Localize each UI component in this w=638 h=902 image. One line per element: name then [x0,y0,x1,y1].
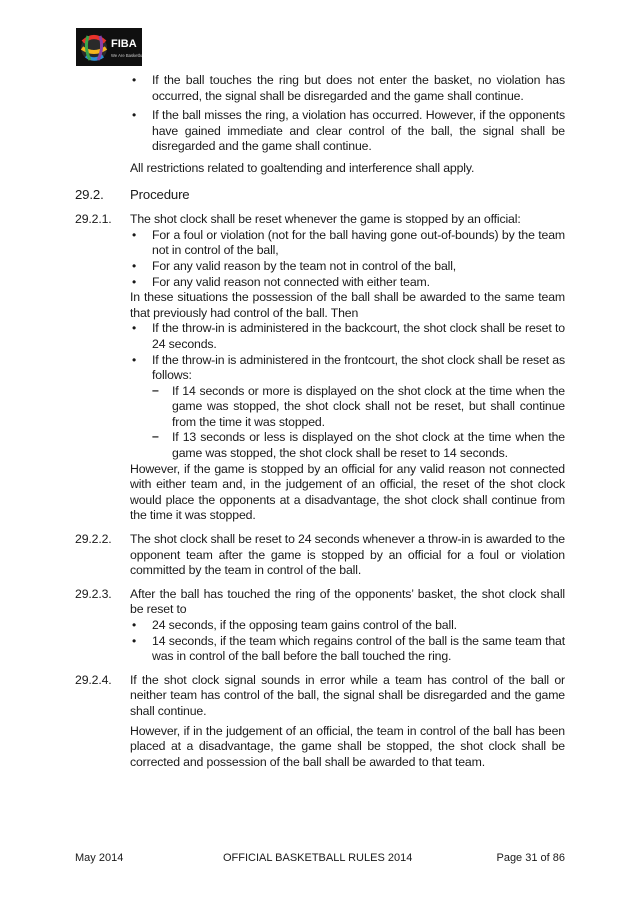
clause-intro: The shot clock shall be reset whenever the game is stopped by an official: [130,212,521,227]
section-number: 29.2. [75,186,104,202]
clause-text: The shot clock shall be reset to 24 seconds whenever a throw-in is awarded to the opponent team after the game is stopped by an official for a foul or violation committed by the team in control of the ball. [130,532,565,578]
text-segment: . [470,160,475,175]
text-segment: while a team has control of the ball or neither team has control of the ball, the signal shall be disregarded and the game shall continue. [130,672,565,718]
logo-tagline: We Are Basketball [111,53,142,58]
clause-number: 29.2.1. [75,212,112,227]
highlight-text: sounds in error [261,672,346,687]
clause-29-2-3 [75,587,565,618]
list-item: • 14 seconds, if the team which regains control of the ball is the same team that was in control of the ball before the ball touched the ring. [130,634,565,665]
clause-number: 29.2.4. [75,672,112,687]
fiba-logo [76,28,142,66]
section-heading [75,187,565,203]
clause-paragraph: However, if in the judgement of an official, the team in control of the ball has been placed at a disadvantage, the game shall be stopped, the shot clock shall be corrected and possession of the ball shall be awarded to that team. [130,723,565,769]
text-segment: If the shot clock signal [130,672,262,687]
sub-list-item: – If 14 seconds or more is displayed on the shot clock at the time when the game was stopped, the shot clock shall not be reset, but shall continue from the time it was stopped. [152,384,565,431]
list-item: • If the throw-in is administered in the backcourt, the shot clock shall be reset to 24 seconds. [130,321,565,352]
clause-text: After the ball has touched the ring of the opponents’ basket, the shot clock shall be reset to [130,586,565,617]
footer-page-number: Page 31 of 86 [496,852,565,864]
fiba-logo-graphic [76,28,142,66]
list-item: • For any valid reason not connected with either team. [130,275,565,291]
clause-29-2-4 [75,673,565,720]
restrictions-paragraph [130,161,565,177]
list-item: • 24 seconds, if the opposing team gains control of the ball. [130,618,565,634]
footer-date: May 2014 [75,852,124,864]
clause-number: 29.2.3. [75,586,112,601]
clause-text [130,673,565,720]
list-item: • If the ball misses the ring, a violation has occurred. However, if the opponents have gained immediate and clear control of the ball, the signal shall be disregarded and the game shall continue. [130,108,565,155]
text-segment: related to goaltending and interference shall [204,160,444,175]
clause-number: 29.2.2. [75,532,112,547]
list-item: • For any valid reason by the team not in control of the ball, [130,259,565,275]
list-item: • If the ball touches the ring but does not enter the basket, no violation has occurred, the signal shall be disregarded and the game shall continue. [130,73,565,104]
clause-29-2-2 [75,532,565,579]
document-body [75,73,565,770]
clause-paragraph: However, if the game is stopped by an official for any valid reason not connected with either team and, in the judgement of an official, the reset of the shot clock would place the opponents at a disadvantage, the shot clock shall continue from the time it was stopped. [130,461,565,523]
section-title: Procedure [130,186,190,202]
highlight-text: All restrictions [130,160,205,175]
footer-title: OFFICIAL BASKETBALL RULES 2014 [223,852,413,864]
list-item: • For a foul or violation (not for the ball having gone out-of-bounds) by the team not in control of the ball, [130,228,565,259]
clause-29-2-1 [75,212,565,228]
list-item: • If the throw-in is administered in the frontcourt, the shot clock shall be reset as follows: [130,353,565,384]
clause-paragraph: In these situations the possession of the ball shall be awarded to the same team that previously had control of the ball. Then [130,290,565,320]
logo-text: FIBA [111,38,137,50]
highlight-text: apply [443,160,471,175]
sub-list-item: – If 13 seconds or less is displayed on the shot clock at the time when the game was stopped, the shot clock shall be reset to 14 seconds. [152,430,565,461]
